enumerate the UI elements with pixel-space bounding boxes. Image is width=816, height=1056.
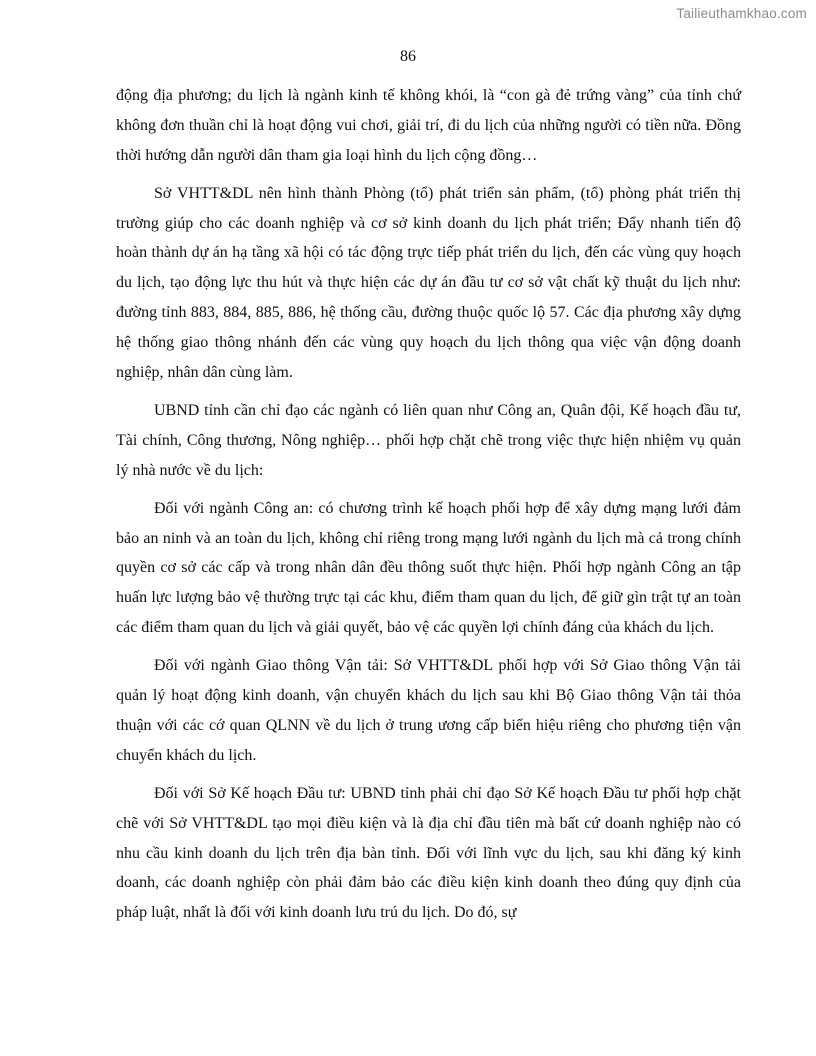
paragraph-ubnd-coordination: UBND tỉnh cần chỉ đạo các ngành có liên quan như Công an, Quân đội, Kế hoạch đầu tư, Tài chính, Công thương, Nông nghiệp… phối hợp chặt chẽ trong việc thực hiện nhiệm vụ quản lý nhà nước về du lịch: — [116, 401, 741, 479]
paragraph-planning-investment: Đối với Sở Kế hoạch Đầu tư: UBND tỉnh phải chỉ đạo Sở Kế hoạch Đầu tư phối hợp chặt chẽ với Sở VHTT&DL tạo mọi điều kiện và là địa chỉ đầu tiên mà bất cứ doanh nghiệp nào có nhu cầu kinh doanh du lịch trên địa bàn tỉnh. Đối với lĩnh vực du lịch, sau khi đăng ký kinh doanh, các doanh nghiệp còn phải đảm bảo các điều kiện kinh doanh theo đúng quy định của pháp luật, nhất là đối với kinh doanh lưu trú du lịch. Do đó, sự — [116, 785, 741, 922]
paragraph-vhttdl-proposal: Sở VHTT&DL nên hình thành Phòng (tổ) phát triển sản phẩm, (tổ) phòng phát triển thị trường giúp cho các doanh nghiệp và cơ sở kinh doanh du lịch phát triển; Đẩy nhanh tiến độ hoàn thành dự án hạ tầng xã hội có tác động trực tiếp phát triển du lịch, đến các vùng quy hoạch du lịch, tạo động lực thu hút và thực hiện các dự án đầu tư cơ sở vật chất kỹ thuật du lịch như: đường tỉnh 883, 884, 885, 886, hệ thống cầu, đường thuộc quốc lộ 57. Các địa phương xây dựng hệ thống giao thông nhánh đến các vùng quy hoạch du lịch thông qua việc vận động doanh nghiệp, nhân dân cùng làm. — [116, 184, 741, 381]
page-number: 86 — [400, 48, 416, 65]
paragraph-police-sector: Đối với ngành Công an: có chương trình kế hoạch phối hợp để xây dựng mạng lưới đảm bảo an ninh và an toàn du lịch, không chỉ riêng trong mạng lưới ngành du lịch mà cả trong chính quyền cơ sở các cấp và trong nhân dân đều thông suốt thực hiện. Phối hợp ngành Công an tập huấn lực lượng bảo vệ thường trực tại các khu, điểm tham quan du lịch, để giữ gìn trật tự an toàn các điểm tham quan du lịch và giải quyết, bảo vệ các quyền lợi chính đáng của khách du lịch. — [116, 499, 741, 637]
paragraph-continuation: động địa phương; du lịch là ngành kinh tế không khói, là “con gà đẻ trứng vàng” của tỉnh chứ không đơn thuần chỉ là hoạt động vui chơi, giải trí, đi du lịch của những người có tiền nữa. Đồng thời hướng dẫn người dân tham gia loại hình du lịch cộng đồng… — [116, 87, 741, 164]
watermark-text: Tailieuthamkhao.com — [676, 6, 807, 21]
document-body — [116, 81, 741, 937]
paragraph-transport-sector: Đối với ngành Giao thông Vận tải: Sở VHTT&DL phối hợp với Sở Giao thông Vận tải quản lý hoạt động kinh doanh, vận chuyển khách du lịch sau khi Bộ Giao thông Vận tải thỏa thuận với các cớ quan QLNN về du lịch ở trung ương cấp biển hiệu riêng cho phương tiện vận chuyển khách du lịch. — [116, 657, 741, 764]
